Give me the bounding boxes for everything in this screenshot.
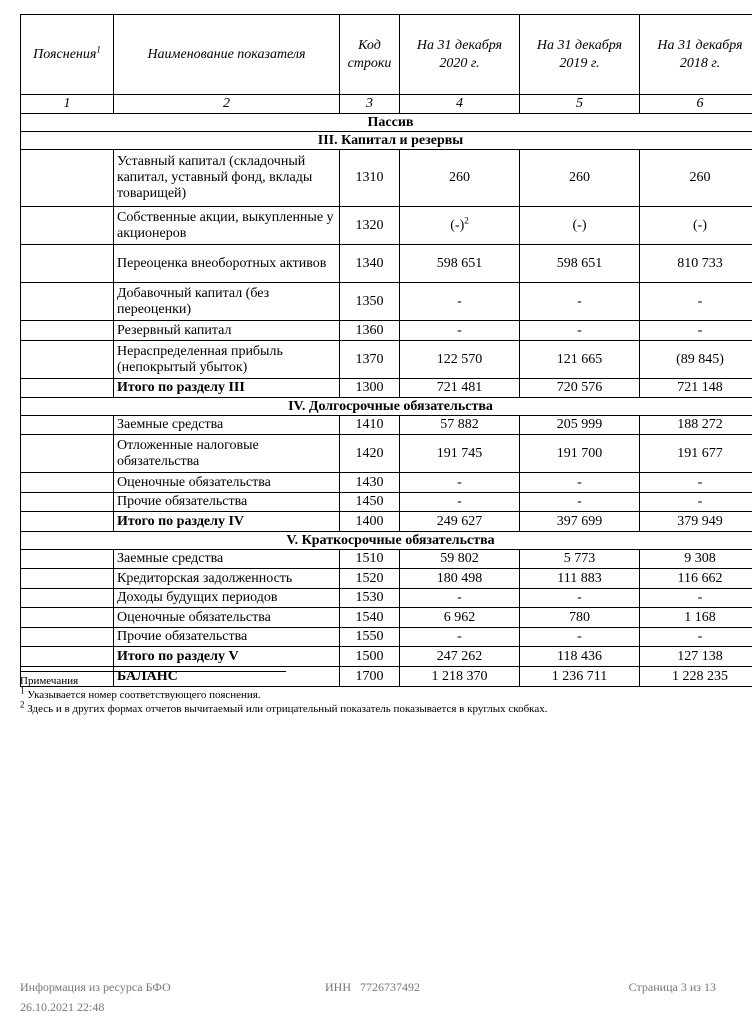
value-2018: - — [640, 589, 752, 608]
notes-cell — [21, 512, 114, 532]
line-code: 1340 — [340, 245, 400, 283]
value-2020: $(-)^2$ — [400, 207, 520, 245]
notes-cell — [21, 416, 114, 435]
value-2020: 59 802 — [400, 550, 520, 569]
column-number: 2 — [114, 95, 340, 114]
footer-datetime: 26.10.2021 22:48 — [20, 1000, 105, 1014]
value-2020: 180 498 — [400, 569, 520, 589]
value-2018: (89 845) — [640, 341, 752, 379]
section5-title — [21, 532, 752, 550]
column-numbers-row — [21, 95, 752, 114]
footer-inn: ИНН 7726737492 — [325, 980, 420, 994]
value-2019: 5 773 — [520, 550, 640, 569]
value-2020: 122 570 — [400, 341, 520, 379]
line-code: 1700 — [340, 667, 400, 687]
line-code: 1500 — [340, 647, 400, 667]
value-2018: - — [640, 321, 752, 341]
value-2018: 191 677 — [640, 435, 752, 473]
section3-title-cell: III. Капитал и резервы — [21, 132, 752, 150]
column-number: 4 — [400, 95, 520, 114]
table-header-row — [21, 15, 752, 95]
value-2019: 191 700 — [520, 435, 640, 473]
value-2018: - — [640, 473, 752, 493]
line-code: 1350 — [340, 283, 400, 321]
value-2019: - — [520, 321, 640, 341]
indicator-name: Заемные средства — [114, 550, 340, 569]
value-2018: 810 733 — [640, 245, 752, 283]
indicator-name: Нераспределенная прибыль (непокрытый убыток) — [114, 341, 340, 379]
value-2020: - — [400, 493, 520, 512]
indicator-name: Отложенные налоговые обязательства — [114, 435, 340, 473]
value-2018: 9 308 — [640, 550, 752, 569]
total-row — [21, 379, 752, 398]
notes-cell — [21, 589, 114, 608]
total-row — [21, 512, 752, 532]
notes-cell — [21, 283, 114, 321]
notes-cell — [21, 379, 114, 398]
notes-cell — [21, 435, 114, 473]
notes-cell — [21, 473, 114, 493]
indicator-name: Переоценка внеоборотных активов — [114, 245, 340, 283]
value-2020: 57 882 — [400, 416, 520, 435]
indicator-name: Заемные средства — [114, 416, 340, 435]
value-2019: - — [520, 283, 640, 321]
value-2018: 1 228 235 — [640, 667, 752, 687]
value-2020: 249 627 — [400, 512, 520, 532]
section4-title — [21, 398, 752, 416]
notes-cell — [21, 321, 114, 341]
value-2019: 205 999 — [520, 416, 640, 435]
total-row — [21, 647, 752, 667]
notes-cell — [21, 150, 114, 207]
value-2018: 1 168 — [640, 608, 752, 628]
value-2019: (-) — [520, 207, 640, 245]
value-2019: 720 576 — [520, 379, 640, 398]
line-code: 1510 — [340, 550, 400, 569]
notes-cell — [21, 493, 114, 512]
footer-source: Информация из ресурса БФО — [20, 980, 171, 994]
notes-cell — [21, 569, 114, 589]
indicator-name: Резервный капитал — [114, 321, 340, 341]
value-2019: - — [520, 628, 640, 647]
line-code: 1550 — [340, 628, 400, 647]
line-code: 1530 — [340, 589, 400, 608]
line-code: 1370 — [340, 341, 400, 379]
indicator-name: Кредиторская задолженность — [114, 569, 340, 589]
liabilities-title — [21, 114, 752, 132]
value-2020: 260 — [400, 150, 520, 207]
indicator-name: Собственные акции, выкупленные у акционеров — [114, 207, 340, 245]
indicator-name: Прочие обязательства — [114, 628, 340, 647]
notes-block — [20, 671, 740, 716]
value-2018: 188 272 — [640, 416, 752, 435]
value-2019: 1 236 711 — [520, 667, 640, 687]
section5-title-cell: V. Краткосрочные обязательства — [21, 532, 752, 550]
value-2020: 1 218 370 — [400, 667, 520, 687]
indicator-name: Доходы будущих периодов — [114, 589, 340, 608]
value-2020: 191 745 — [400, 435, 520, 473]
line-code: 1450 — [340, 493, 400, 512]
value-2020: 721 481 — [400, 379, 520, 398]
section4-title-cell: IV. Долгосрочные обязательства — [21, 398, 752, 416]
table-row — [21, 207, 752, 245]
indicator-name: Прочие обязательства — [114, 493, 340, 512]
footer-page-number: Страница 3 из 13 — [628, 980, 716, 994]
liabilities-title-cell: Пассив — [21, 114, 752, 132]
line-code: 1360 — [340, 321, 400, 341]
header-name: Наименование показателя — [114, 15, 340, 95]
table-row — [21, 550, 752, 569]
indicator-name: Оценочные обязательства — [114, 608, 340, 628]
value-2019: 598 651 — [520, 245, 640, 283]
notes-cell — [21, 647, 114, 667]
indicator-name: Добавочный капитал (без переоценки) — [114, 283, 340, 321]
line-code: 1520 — [340, 569, 400, 589]
value-2020: 6 962 — [400, 608, 520, 628]
table-row — [21, 341, 752, 379]
table-row — [21, 416, 752, 435]
indicator-name: БАЛАНС — [114, 667, 340, 687]
indicator-name: Итого по разделу III — [114, 379, 340, 398]
column-number: 3 — [340, 95, 400, 114]
table-row — [21, 150, 752, 207]
value-2019: - — [520, 493, 640, 512]
notes-cell — [21, 341, 114, 379]
line-code: 1310 — [340, 150, 400, 207]
notes-title: Примечания — [20, 675, 79, 687]
value-2019: 780 — [520, 608, 640, 628]
header-col3: На 31 декабря 2018 г. — [640, 15, 752, 95]
column-number: 1 — [21, 95, 114, 114]
table-row — [21, 589, 752, 608]
value-2020: - — [400, 283, 520, 321]
notes-cell — [21, 608, 114, 628]
table-row — [21, 473, 752, 493]
table-row — [21, 245, 752, 283]
notes-cell — [21, 207, 114, 245]
table-row — [21, 493, 752, 512]
value-2019: 260 — [520, 150, 640, 207]
header-code: Код строки — [340, 15, 400, 95]
notes-cell — [21, 245, 114, 283]
notes-divider — [20, 671, 286, 672]
note-1: $^1$ Указывается номер соответствующего пояснения. — [20, 685, 261, 701]
column-number: 5 — [520, 95, 640, 114]
indicator-name: Итого по разделу IV — [114, 512, 340, 532]
value-2019: 397 699 — [520, 512, 640, 532]
line-code: 1400 — [340, 512, 400, 532]
value-2018: 260 — [640, 150, 752, 207]
value-2018: - — [640, 628, 752, 647]
section3-title — [21, 132, 752, 150]
value-2018: (-) — [640, 207, 752, 245]
balance-sheet — [20, 14, 752, 687]
value-2018: 116 662 — [640, 569, 752, 589]
value-2018: 721 148 — [640, 379, 752, 398]
table-row — [21, 608, 752, 628]
value-2018: 379 949 — [640, 512, 752, 532]
value-2019: 111 883 — [520, 569, 640, 589]
value-2018: - — [640, 493, 752, 512]
line-code: 1430 — [340, 473, 400, 493]
value-2018: - — [640, 283, 752, 321]
value-2020: - — [400, 321, 520, 341]
table-row — [21, 321, 752, 341]
indicator-name: Уставный капитал (складочный капитал, уставный фонд, вклады товарищей) — [114, 150, 340, 207]
line-code: 1410 — [340, 416, 400, 435]
line-code: 1320 — [340, 207, 400, 245]
value-2018: 127 138 — [640, 647, 752, 667]
line-code: 1540 — [340, 608, 400, 628]
notes-cell — [21, 628, 114, 647]
indicator-name: Оценочные обязательства — [114, 473, 340, 493]
value-2019: - — [520, 589, 640, 608]
notes-cell — [21, 550, 114, 569]
value-2019: 118 436 — [520, 647, 640, 667]
table-row — [21, 435, 752, 473]
line-code: 1300 — [340, 379, 400, 398]
value-2020: - — [400, 589, 520, 608]
value-2020: 247 262 — [400, 647, 520, 667]
value-2019: 121 665 — [520, 341, 640, 379]
table-row — [21, 283, 752, 321]
line-code: 1420 — [340, 435, 400, 473]
liabilities-table — [20, 14, 752, 687]
table-row — [21, 569, 752, 589]
header-notes: Пояснения$^1$ — [21, 15, 114, 95]
value-2020: 598 651 — [400, 245, 520, 283]
note-2: $^2$ Здесь и в других формах отчетов вычитаемый или отрицательный показатель показывается в круглых скобках. — [20, 699, 548, 715]
indicator-name: Итого по разделу V — [114, 647, 340, 667]
value-2020: - — [400, 628, 520, 647]
value-2019: - — [520, 473, 640, 493]
table-row — [21, 628, 752, 647]
value-2020: - — [400, 473, 520, 493]
column-number: 6 — [640, 95, 752, 114]
header-col2: На 31 декабря 2019 г. — [520, 15, 640, 95]
header-col1: На 31 декабря 2020 г. — [400, 15, 520, 95]
